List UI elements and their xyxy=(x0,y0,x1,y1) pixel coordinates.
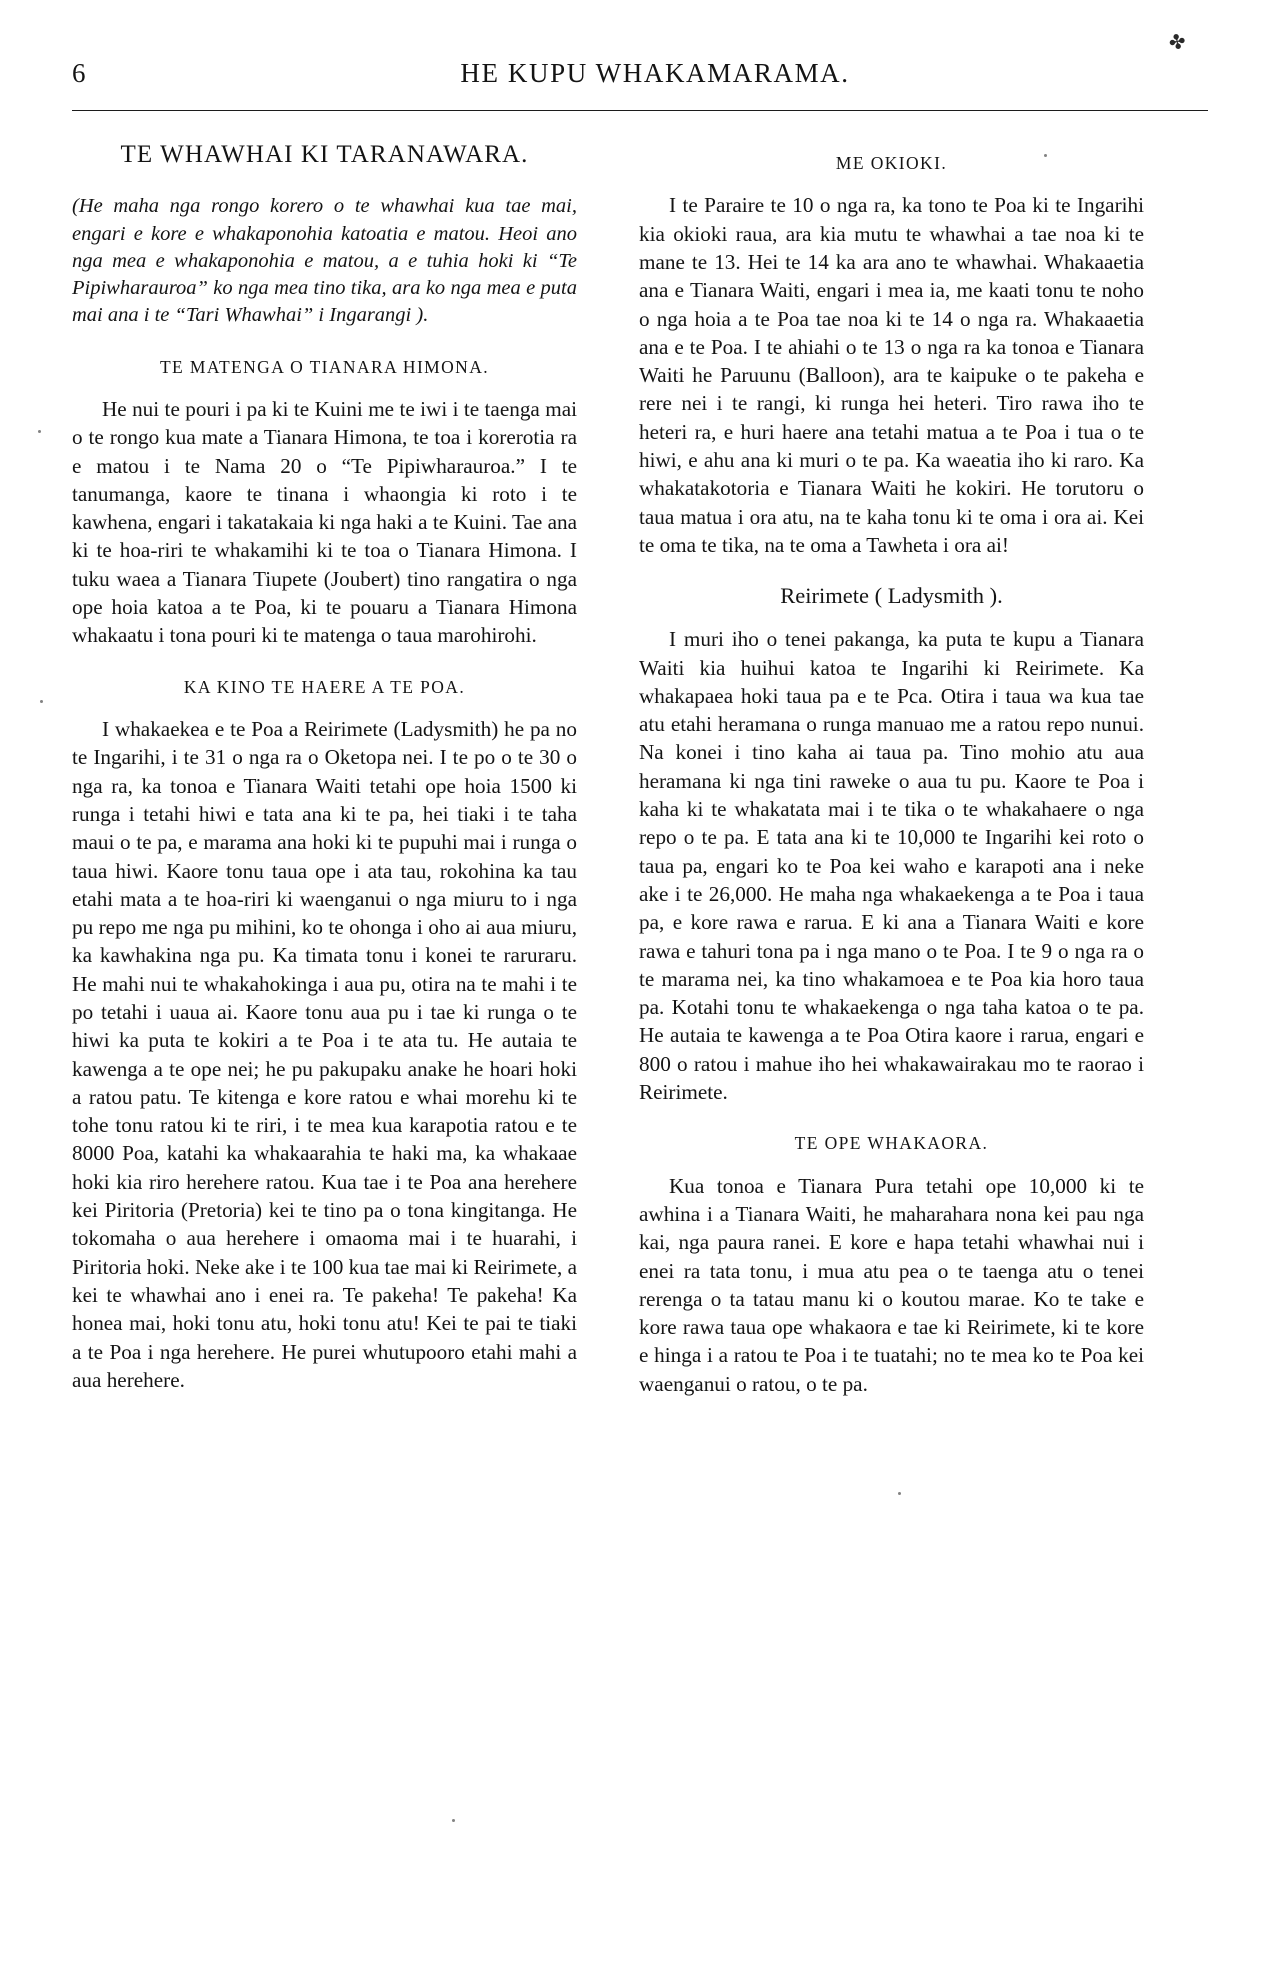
subsection-heading-ka-kino: KA KINO TE HAERE A TE POA. xyxy=(183,676,466,697)
paragraph-te-ope-whakaora: Kua tonoa e Tianara Pura tetahi ope 10,000 ki te awhina i a Tianara Waiti, he maharahara nona kei pau nga kai, nga paura ranei. E kore e hapa tetahi whawhai nui i enei ra tata tonu, i mua atu pea o te taenga atu o tenei rerenga o ta tatau manu ki o koutou marae. Ko te take e kore rawa taua ope whakaora e tae ki Reirimete, ki te kore e hinga i a ratou te Poa i te tuatahi; no te mea ko te Poa kei waenganui o ratou, o te pa. xyxy=(639,1173,1144,1396)
print-speck xyxy=(38,430,41,433)
print-speck xyxy=(452,1819,455,1822)
paragraph-te-matenga: He nui te pouri i pa ki te Kuini me te iwi i te taenga mai o te rongo kua mate a Tianara Himona, te toa i korerotia ra e matou i te Nama 20 o “Te Pipiwharauroa.” I te tanumanga, kaore te tinana i whaongia ki roto i te kawhena, engari i takatakaia ki nga haki a te Kuini. Tae ana ki te hoa-riri te whakamihi ki te toa o Tianara Himona. I tuku waea a Tianara Tiupete (Joubert) tino rangatira o nga ope hoia katoa a te Poa, ki te pouaru a Tianara Himona whakaatu i tona pouri ki te matenga o taua marohirohi. xyxy=(72,396,577,648)
subsection-heading-te-matenga: TE MATENGA O TIANARA HIMONA. xyxy=(159,356,490,377)
header-rule xyxy=(72,110,1208,111)
subsection-heading-me-okioki: ME OKIOKI. xyxy=(835,153,948,173)
corner-ink-mark: ✤ xyxy=(1167,30,1187,56)
paragraph-reirimete: I muri iho o tenei pakanga, ka puta te kupu a Tianara Waiti kia huihui katoa te Ingarihi ki Reirimete. Ka whakapaea hoki taua pa e te Pca. Otira i taua wa kua tae atu etahi heramana o runga manuao me a ratou repo nunui. Na konei i tino kaha ai taua pa. Tino mohio atu aua heramana ki nga tini raweke o aua tu pu. Kaore te Poa i kaha ki te whakatata mai i te tika o te whakahaere o nga repo o te pa. E tata ana ki te 10,000 te Ingarihi kei roto o taua pa, engari ko te Poa kei waho e karapoti ana i neke ake i te 26,000. He maha nga whakaekenga a te Poa i taua pa, e kore rawa e rarua. E ki ana a Tianara Waiti e kore rawa e tahuri tona pa i nga mano o te Poa. I te 9 o nga ra o te marama nei, ka tino whakamoea e te Poa kia horo taua pa. Kotahi tonu te whakaekenga o nga taha katoa o te pa. He autaia te kawenga a te Poa Otira kaore i rarua, engari e 800 o ratou i mahue iho hei whakawairakau mo te raorao i Reirimete. xyxy=(639,627,1144,1104)
editorial-note: (He maha nga rongo korero o te whawhai kua tae mai, engari e kore e whakaponohia katoatia e matou. Heoi ano nga mea e whakaponohia e matou, a e tuhia hoki ki “Te Pipiwharauroa” ko nga mea tino tika, ara ko nga mea e puta mai ana i te “Tari Whawhai” i Ingarangi ). xyxy=(72,195,577,327)
page-number: 6 xyxy=(72,58,86,88)
print-speck xyxy=(898,1492,901,1495)
columns-container xyxy=(72,132,1208,1928)
print-speck xyxy=(1044,154,1047,157)
right-column xyxy=(639,132,1144,1398)
subsection-heading-te-ope-whakaora: TE OPE WHAKAORA. xyxy=(794,1133,989,1154)
paragraph-me-okioki: I te Paraire te 10 o nga ra, ka tono te Poa ki te Ingarihi kia okioki raua, ara kia mutu te whawhai a tae noa ki te mane te 13. Hei te 14 ka ara ano te whawhai. Whakaaetia ana e Tianara Waiti, engari i mea ia, me kaati tonu te noho o nga hoia a te Poa tae noa ki te 14 o nga ra. Whakaaetia ana e te Poa. I te ahiahi o te 13 o nga ra ka tonoa e Tianara Waiti he Paruunu (Balloon), ara te kaipuke o te pakeha e rere nei i te rangi, ki runga hei heteri. Tiro rawa iho te heteri ra, e huri haere ana tetahi matua a te Poa i tua o te hiwi, e ahu ana ki muri o te pa. Ka waeatia iho ki raro. Ka whakatakotoria e Tianara Waiti he kokiri. He torutoru o taua matua i ora atu, na te kaha tonu ki te oma i ora ai. Kei te oma te tika, na te oma a Tawheta i ora ai! xyxy=(639,193,1144,557)
page-header xyxy=(72,58,1208,104)
section-title: TE WHAWHAI KI TARANAWARA. xyxy=(120,141,529,168)
left-column xyxy=(72,132,577,1394)
running-title: HE KUPU WHAKAMARAMA. xyxy=(460,58,850,88)
print-speck xyxy=(40,700,43,703)
heading-reirimete: Reirimete ( Ladysmith ). xyxy=(780,583,1003,609)
paragraph-ka-kino: I whakaekea e te Poa a Reirimete (Ladysmith) he pa no te Ingarihi, i te 31 o nga ra o Oketopa nei. I te po o te 30 o nga ra, ka tonoa e Tianara Waiti tetahi ope hoia 1500 ki runga i tetahi hiwi e tata ana ki te pa, hei tiaki i te taha maui o te pa, e marama ana hoki ki te pupuhi mai i runga o taua hiwi. Kaore tonu taua ope i ata tau, rokohina ka tau etahi mata a te hoa-riri ki waenganui o nga miuru to i nga pu repo me nga pu mihini, ko te ohonga i oho ai aua miuru, ka kawhakina nga pu. Ka timata tonu i konei te raruraru. He mahi nui te whakahokinga i aua pu, otira na te mahi i te po tetahi i uaua ai. Kaore tonu aua pu i tae ki runga o te hiwi ka puta te kokiri a te Poa i te ata tu. He autaia te kawenga a te ope nei; he pu pakupaku anake he hoari hoki a ratou patu. Te kitenga e kore ratou e whai morehu ki te tohe tonu ratou ki te riri, i te mea kua karapotia ratou e te 8000 Poa, katahi ka whakaarahia te haki ma, ka whakaae hoki kia riro herehere ratou. Kua tae i te Poa ana herehere kei Piritoria (Pretoria) kei te tino pa o tona kingitanga. He tokomaha o aua herehere i omaoma mai i te huarahi, i Piritoria hoki. Neke ake i te 100 kua tae mai ki Reirimete, a kei te whawhai ano i enei ra. Te pakeha! Te pakeha! Ka honea mai, hoki tonu atu, hoki tonu atu! Kei te pai te tiaki a te Poa i nga herehere. He purei whutupooro etahi mahi a aua herehere. xyxy=(72,717,577,1392)
